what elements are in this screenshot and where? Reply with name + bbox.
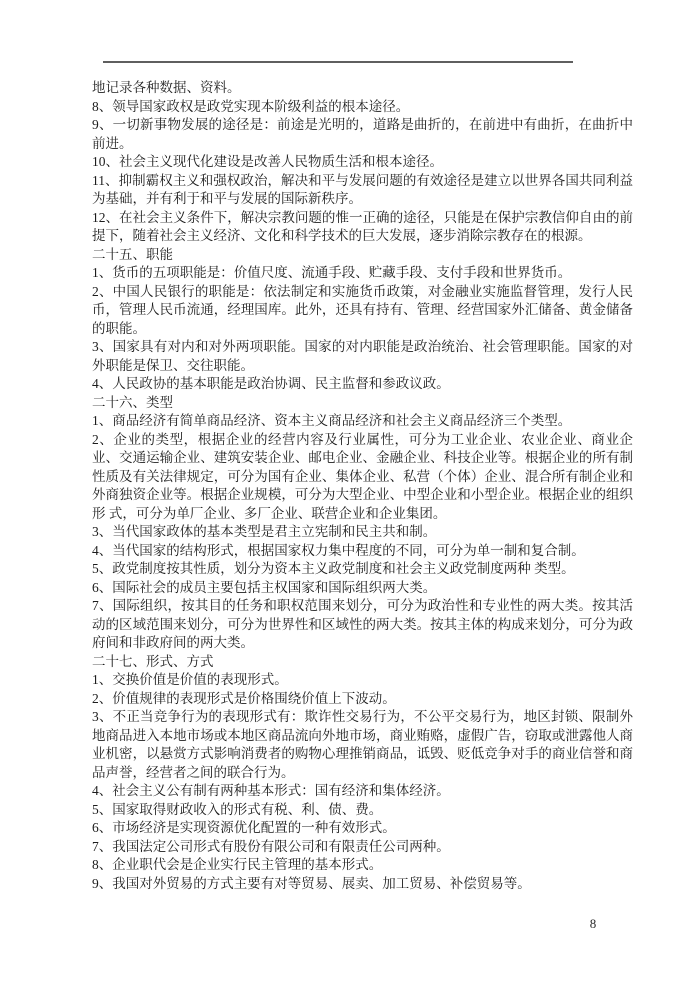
paragraph: 2、中国人民银行的职能是：依法制定和实施货币政策，对金融业实施监督管理，发行人民币，管理人民币流通，经理国库。此外，还具有持有、管理、经营国家外汇储备、黄金储备的职能。 bbox=[92, 283, 633, 336]
paragraph: 8、领导国家政权是政党实现本阶级利益的根本途径。 bbox=[92, 98, 410, 114]
paragraph: 8、企业职代会是企业实行民主管理的基本形式。 bbox=[92, 857, 383, 872]
paragraph: 10、社会主义现代化建设是改善人民物质生活和根本途径。 bbox=[92, 154, 443, 169]
paragraph: 1、货币的五项职能是：价值尺度、流通手段、贮藏手段、支付手段和世界货币。 bbox=[92, 265, 572, 280]
paragraph: 11、抑制霸权主义和强权政治，解决和平与发展问题的有效途径是建立以世界各国共同利益为基础，并有利于和平与发展的国际新秩序。 bbox=[92, 172, 633, 206]
paragraph: 4、人民政协的基本职能是政治协调、民主监督和参政议政。 bbox=[92, 376, 450, 391]
paragraph: 5、政党制度按其性质，划分为资本主义政党制度和社会主义政党制度两种 类型。 bbox=[92, 561, 575, 576]
section-title: 二十七、形式、方式 bbox=[92, 653, 214, 669]
paragraph: 9、一切新事物发展的途径是：前途是光明的，道路是曲折的，在前进中有曲折，在曲折中前进。 bbox=[92, 117, 633, 151]
paragraph: 7、我国法定公司形式有股份有限公司和有限责任公司两种。 bbox=[92, 838, 450, 854]
page-number: 8 bbox=[589, 916, 597, 931]
paragraph: 2、企业的类型，根据企业的经营内容及行业属性，可分为工业企业、农业企业、商业企业、交通运输企业、建筑安装企业、邮电企业、金融企业、科技企业等。根据企业的所有制性质及有关法律规定，可分为国有企业、集体企业、私营（个体）企业、混合所有制企业和外商独资企业等。根据企业规模，可分为大型企业、中型企业和小型企业。根据企业的组织形 式，可分为单厂企业、多厂企业、联营企业和企业集团。 bbox=[92, 431, 633, 521]
paragraph: 3、国家具有对内和对外两项职能。国家的对内职能是政治统治、社会管理职能。国家的对外职能是保卫、交往职能。 bbox=[92, 339, 633, 373]
paragraph: 5、国家取得财政收入的形式有税、利、债、费。 bbox=[92, 801, 383, 817]
section-title: 二十六、类型 bbox=[92, 394, 173, 410]
paragraph: 2、价值规律的表现形式是价格围绕价值上下波动。 bbox=[92, 690, 396, 706]
paragraph: 3、不正当竞争行为的表现形式有：欺诈性交易行为，不公平交易行为，地区封锁、限制外地商品进入本地市场或本地区商品流向外地市场，商业贿赂，虚假广告，窃取或泄露他人商业机密，以悬赏方式影响消费者的购物心理推销商品，诋毁、贬低竞争对手的商业信誉和商品声誉，经营者之间的联合行为。 bbox=[92, 709, 633, 780]
paragraph: 6、国际社会的成员主要包括主权国家和国际组织两大类。 bbox=[92, 579, 437, 595]
paragraph: 9、我国对外贸易的方式主要有对等贸易、展卖、加工贸易、补偿贸易等。 bbox=[92, 875, 531, 891]
document-body bbox=[92, 79, 633, 893]
paragraph: 地记录各种数据、资料。 bbox=[92, 80, 241, 95]
paragraph: 4、社会主义公有制有两种基本形式：国有经济和集体经济。 bbox=[92, 783, 450, 798]
header-rule-divider bbox=[103, 61, 573, 63]
paragraph: 7、国际组织，按其目的任务和职权范围来划分，可分为政治性和专业性的两大类。按其活动的区域范围来划分，可分为世界性和区域性的两大类。按其主体的构成来划分，可分为政府间和非政府间的两大类。 bbox=[92, 598, 633, 650]
paragraph: 12、在社会主义条件下，解决宗教问题的惟一正确的途径，只能是在保护宗教信仰自由的前提下，随着社会主义经济、文化和科学技术的巨大发展，逐步消除宗教存在的根源。 bbox=[92, 209, 633, 243]
paragraph: 1、交换价值是价值的表现形式。 bbox=[92, 672, 288, 687]
paragraph: 3、当代国家政体的基本类型是君主立宪制和民主共和制。 bbox=[92, 524, 437, 539]
paragraph: 4、当代国家的结构形式，根据国家权力集中程度的不同，可分为单一制和复合制。 bbox=[92, 542, 585, 558]
paragraph: 6、市场经济是实现资源优化配置的一种有效形式。 bbox=[92, 820, 396, 835]
paragraph: 1、商品经济有简单商品经济、资本主义商品经济和社会主义商品经济三个类型。 bbox=[92, 413, 572, 428]
section-title: 二十五、职能 bbox=[92, 246, 173, 262]
